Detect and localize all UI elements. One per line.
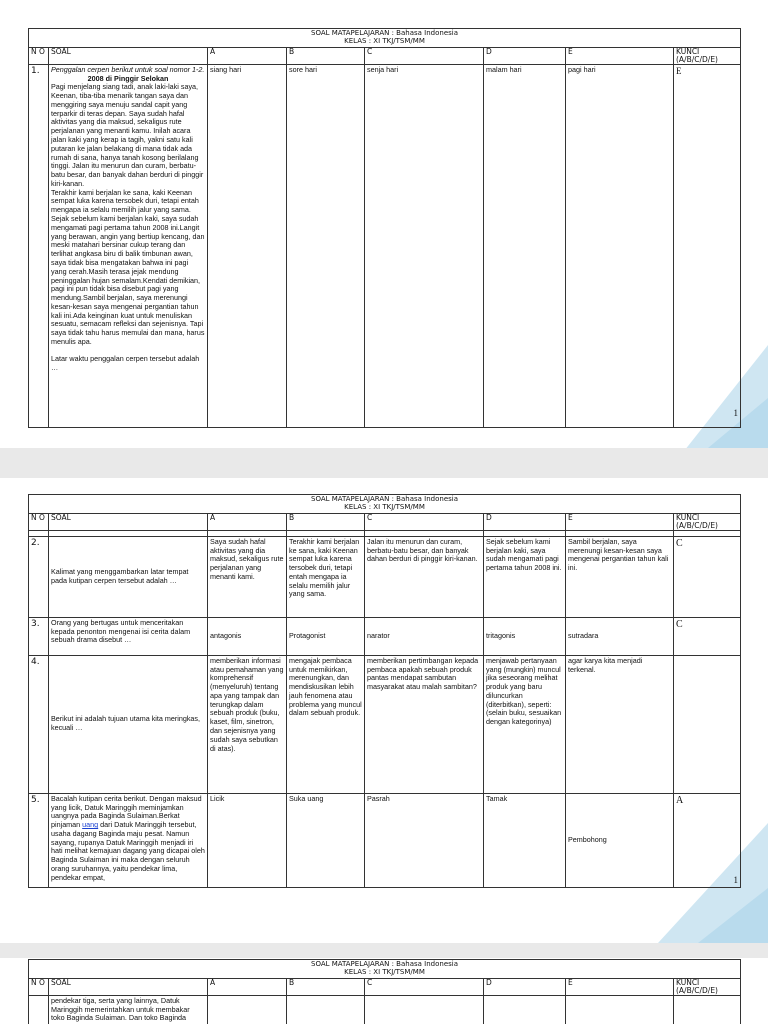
decor-triangle-small xyxy=(698,888,768,943)
page-3 xyxy=(0,958,768,1024)
col-no: N O xyxy=(29,979,49,996)
question-intro: Penggalan cerpen berikut untuk soal nomor 1-2. xyxy=(51,64,205,74)
question-text: Berikut ini adalah tujuan utama kita meringkas, kecuali … xyxy=(49,655,208,793)
subject-title: SOAL MATAPELAJARAN : Bahasa Indonesia xyxy=(311,29,459,37)
option-c: senja hari xyxy=(365,64,484,427)
table-header xyxy=(29,495,741,514)
class-title: KELAS : XI TKJ/TSM/MM xyxy=(344,968,425,977)
option-e: pagi hari xyxy=(566,64,674,427)
page-number: 1 xyxy=(733,408,738,418)
question-number: 1. xyxy=(29,64,49,427)
option-e: Pembohong xyxy=(566,793,674,887)
question-table xyxy=(28,28,741,428)
col-b: B xyxy=(287,514,365,531)
col-c: C xyxy=(365,48,484,65)
col-d: D xyxy=(484,48,566,65)
question-text: Kalimat yang menggambarkan latar tempat pada kutipan cerpen tersebut adalah … xyxy=(49,536,208,617)
inline-link[interactable]: uang xyxy=(82,820,99,830)
col-soal: SOAL xyxy=(49,48,208,65)
table-header xyxy=(29,29,741,48)
question-prompt: Latar waktu penggalan cerpen tersebut adalah … xyxy=(51,353,200,372)
answer-key: C xyxy=(674,617,741,655)
question-text: Bacalah kutipan cerita berikut. Dengan maksud yang licik, Datuk Maringgih meminjamkan uangnya pada Baginda Sulaiman.Berkat pinjaman uang dari Datuk Maringgih tersebut, usaha dagang Baginda maju pesat. Namun sayang, rupanya Datuk Maringgih menjadi iri hati melihat kemajuan dagang yang dicapai oleh Baginda Sulaiman ini maka dengan seluruh orang suruhannya, yaitu pendekar lima, pendekar empat, xyxy=(49,793,208,887)
page-number: 1 xyxy=(733,875,738,885)
answer-key: E xyxy=(674,64,741,427)
col-kunci: KUNCI (A/B/C/D/E) xyxy=(674,48,741,65)
col-e: E xyxy=(566,979,674,996)
col-no: N O xyxy=(29,48,49,65)
col-d: D xyxy=(484,514,566,531)
subject-title: SOAL MATAPELAJARAN : Bahasa Indonesia xyxy=(311,495,459,503)
question-number: 3. xyxy=(29,617,49,655)
question-number: 2. xyxy=(29,536,49,617)
question-number: 4. xyxy=(29,655,49,793)
question-number: 5. xyxy=(29,793,49,887)
answer-key: C xyxy=(674,536,741,617)
question-text-continued: pendekar tiga, serta yang lainnya, Datuk Maringgih memerintahkan untuk membakar toko Baginda Sulaiman. Dan toko Baginda xyxy=(49,995,208,1024)
option-b: Terakhir kami berjalan ke sana, kaki Keenan sempat luka karena tersobek duri, tetapi entah mengapa ia selalu memilih jalur yang sama. xyxy=(287,536,365,617)
col-a: A xyxy=(208,48,287,65)
option-c: narator xyxy=(365,617,484,655)
question-text: Orang yang bertugas untuk menceritakan kepada penonton mengenai isi cerita dalam sebuah drama disebut … xyxy=(49,617,208,655)
option-a: memberikan informasi atau pemahaman yang komprehensif (menyeluruh) tentang apa yang tampak dan terungkap dalam sebuah produk (buku, kaset, film, sinetron, dan sejenisnya yang sudah saya sebutkan di atas). xyxy=(208,655,287,793)
table-row xyxy=(29,655,741,793)
col-c: C xyxy=(365,514,484,531)
table-row xyxy=(29,617,741,655)
question-table xyxy=(28,494,741,888)
col-soal: SOAL xyxy=(49,979,208,996)
col-a: A xyxy=(208,979,287,996)
table-row xyxy=(29,64,741,427)
option-b: Suka uang xyxy=(287,793,365,887)
class-title: KELAS : XI TKJ/TSM/MM xyxy=(344,503,425,512)
option-e: Sambil berjalan, saya merenungi kesan-kesan saya mengenai pergantian tahun kali ini. xyxy=(566,536,674,617)
col-kunci: KUNCI (A/B/C/D/E) xyxy=(674,514,741,531)
table-header xyxy=(29,960,741,979)
story-title: 2008 di Pinggir Selokan xyxy=(87,73,169,83)
option-e: sutradara xyxy=(566,617,674,655)
option-a: antagonis xyxy=(208,617,287,655)
col-e: E xyxy=(566,48,674,65)
option-b: mengajak pembaca untuk memikirkan, merenungkan, dan mendiskusikan lebih jauh fenomena atau problema yang muncul dalam sebuah produk. xyxy=(287,655,365,793)
option-a: siang hari xyxy=(208,64,287,427)
table-row xyxy=(29,536,741,617)
option-c: Jalan itu menurun dan curam, berbatu-batu besar, dan banyak dahan berduri di pinggir kiri-kanan. xyxy=(365,536,484,617)
option-a: Licik xyxy=(208,793,287,887)
option-b: sore hari xyxy=(287,64,365,427)
class-title: KELAS : XI TKJ/TSM/MM xyxy=(344,37,425,46)
question-text xyxy=(49,64,208,427)
col-b: B xyxy=(287,48,365,65)
page-2 xyxy=(0,478,768,943)
option-d: Sejak sebelum kami berjalan kaki, saya sudah mengamati pagi pertama tahun 2008 ini. xyxy=(484,536,566,617)
option-e: agar karya kita menjadi terkenal. xyxy=(566,655,674,793)
story-paragraph-2: Terakhir kami berjalan ke sana, kaki Keenan sempat luka karena tersobek duri, tetapi entah mengapa ia selalu memilih jalur yang sama. Sejak sebelum kami berjalan kaki, saya sudah mengamati pagi pertama tahun 2008 ini.Langit yang berawan, angin yang bertiup kencang, dan meski matahari bersinar cukup terang dan terlihat angkasa biru di balik timbunan awan, saya tidak bisa mengatakan bahwa ini pagi yang cerah.Masih terasa jejak mendung peninggalan hujan semalam.Kendati demikian, pagi ini pun tidak bisa disebut pagi yang mendung.Sambil berjalan, saya merenungi kesan-kesan saya mengenai pergantian tahun kali ini.Ada keinginan kuat untuk menuliskan sesuatu, semacam refleksi dan sejenisnya. Tapi saya tidak tahu harus memulai dan mana, harus menulis apa. xyxy=(51,187,205,346)
table-row xyxy=(29,793,741,887)
option-c: Pasrah xyxy=(365,793,484,887)
col-no: N O xyxy=(29,514,49,531)
story-paragraph-1: Pagi menjelang siang tadi, anak laki-laki saya, Keenan, tiba-tiba menarik tangan saya dan menggiring saya menuju sandal capit yang terparkir di teras depan. Saya sudah hafal aktivitas yang dia maksud, sekaligus rute perjalanan yang menanti kamu. Inilah acara jalan kaki yang kerap ia tagih, yakni satu kali putaran ke jalan belakang di mana tidak ada rumah di sana, hanya tanah kosong berilalang tinggi. Jalan itu menurun dan curam, berbatu-batu besar, dan banyak dahan berduri di pinggir kiri-kanan. xyxy=(51,82,204,188)
option-d: menjawab pertanyaan yang (mungkin) muncul jika seseorang melihat produk yang baru diluncurkan (diterbitkan), seperti: (selain buku, sesuaikan dengan kategorinya) xyxy=(484,655,566,793)
col-c: C xyxy=(365,979,484,996)
option-c: memberikan pertimbangan kepada pembaca apakah sebuah produk pantas mendapat sambutan masyarakat atau malah sambitan? xyxy=(365,655,484,793)
question-table xyxy=(28,959,741,1024)
col-e: E xyxy=(566,514,674,531)
answer-key xyxy=(674,655,741,793)
col-soal: SOAL xyxy=(49,514,208,531)
option-b: Protagonist xyxy=(287,617,365,655)
col-b: B xyxy=(287,979,365,996)
table-row xyxy=(29,995,741,1024)
option-d: malam hari xyxy=(484,64,566,427)
subject-title: SOAL MATAPELAJARAN : Bahasa Indonesia xyxy=(311,960,459,968)
option-d: tritagonis xyxy=(484,617,566,655)
col-d: D xyxy=(484,979,566,996)
option-d: Tamak xyxy=(484,793,566,887)
page-1 xyxy=(0,0,768,448)
answer-key: A xyxy=(674,793,741,887)
col-kunci: KUNCI (A/B/C/D/E) xyxy=(674,979,741,996)
col-a: A xyxy=(208,514,287,531)
option-a: Saya sudah hafal aktivitas yang dia maksud, sekaligus rute perjalanan yang menanti kami. xyxy=(208,536,287,617)
